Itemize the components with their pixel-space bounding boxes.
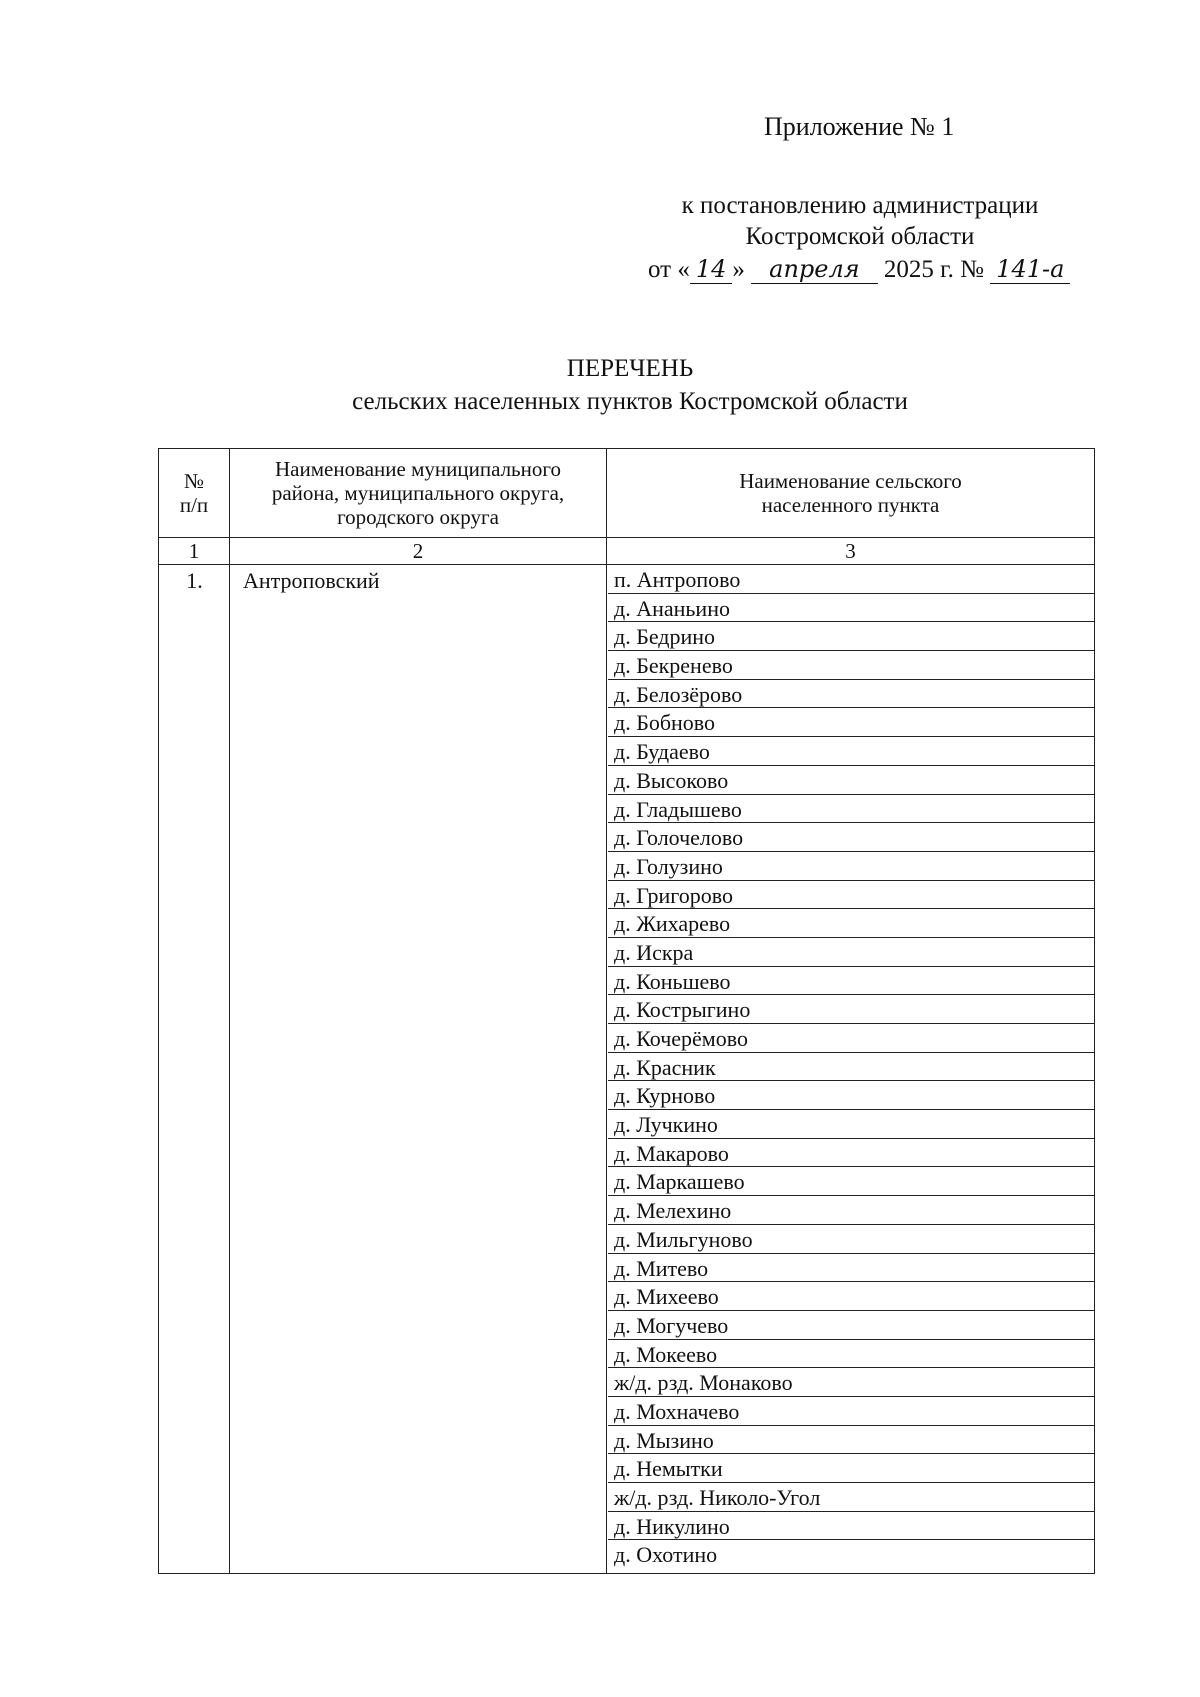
date-year: 2025 г. № (883, 256, 984, 283)
settlement-item: д. Макарово (608, 1139, 1094, 1168)
settlement-item: д. Кострыгино (608, 995, 1094, 1024)
settlement-item: ж/д. рзд. Николо-Угол (608, 1483, 1094, 1512)
header-district-text: Наименование муниципального района, муниципального округа, городского округа (271, 457, 565, 529)
settlement-item: д. Голузино (608, 852, 1094, 881)
header-cell-settlement (607, 449, 1094, 537)
header-settlement-text: Наименование сельского населенного пункта (739, 469, 962, 517)
settlement-item: д. Кочерёмово (608, 1024, 1094, 1053)
column-number-1: 1 (159, 538, 230, 564)
settlement-item: д. Немытки (608, 1454, 1094, 1483)
document-subtitle: сельских населенных пунктов Костромской области (352, 388, 908, 415)
handwritten-day: 14 (690, 255, 733, 284)
settlement-item: д. Искра (608, 938, 1094, 967)
settlement-list (608, 565, 1094, 1569)
row-district: Антроповский (243, 568, 380, 593)
settlement-item: д. Гладышево (608, 795, 1094, 824)
settlement-item: д. Митево (608, 1254, 1094, 1283)
settlement-item: д. Могучево (608, 1311, 1094, 1340)
resolution-date-line (648, 255, 1070, 284)
settlement-item: д. Бекренево (608, 651, 1094, 680)
settlements-table (158, 448, 1095, 1574)
header-cell-district (230, 449, 607, 537)
settlement-item: д. Лучкино (608, 1110, 1094, 1139)
settlement-item: д. Мызино (608, 1426, 1094, 1455)
settlement-item: д. Мохначево (608, 1397, 1094, 1426)
handwritten-month: апреля (751, 255, 878, 284)
settlement-item: д. Григорово (608, 881, 1094, 910)
handwritten-doc-number: 141-а (990, 255, 1070, 284)
header-number-text: № п/п (179, 469, 209, 517)
settlement-item: д. Мелехино (608, 1196, 1094, 1225)
settlement-item: д. Мильгуново (608, 1225, 1094, 1254)
settlement-item: д. Белозёрово (608, 680, 1094, 709)
date-mid: » (732, 256, 745, 283)
settlement-item: д. Бедрино (608, 622, 1094, 651)
header-cell-number (159, 449, 230, 537)
settlement-item: д. Бобново (608, 708, 1094, 737)
document-title: ПЕРЕЧЕНЬ (566, 355, 694, 382)
column-number-2: 2 (230, 538, 607, 564)
settlement-item: д. Ананьино (608, 594, 1094, 623)
settlement-item: д. Охотино (614, 1542, 718, 1568)
column-divider (606, 565, 607, 1573)
resolution-reference (600, 190, 1120, 252)
settlement-item: д. Никулино (608, 1512, 1094, 1541)
settlement-item: д. Коньшево (608, 967, 1094, 996)
date-prefix: от « (648, 256, 690, 283)
settlement-item: п. Антропово (608, 565, 1094, 594)
column-number-3: 3 (845, 539, 856, 563)
settlement-item: д. Жихарево (608, 909, 1094, 938)
row-number: 1. (186, 568, 203, 593)
settlement-item: д. Будаево (608, 737, 1094, 766)
resolution-line-1: к постановлению администрации (681, 192, 1039, 219)
resolution-line-2: Костромской области (745, 223, 975, 250)
settlement-item: д. Мокеево (608, 1340, 1094, 1369)
column-number-row (159, 537, 1094, 565)
settlement-item: д. Красник (608, 1053, 1094, 1082)
settlement-item: д. Михеево (608, 1282, 1094, 1311)
settlement-item: д. Высоково (608, 766, 1094, 795)
column-divider (229, 565, 230, 1573)
settlement-item: ж/д. рзд. Монаково (608, 1368, 1094, 1397)
settlement-item: д. Голочелово (608, 823, 1094, 852)
settlement-item: д. Маркашево (608, 1167, 1094, 1196)
annex-label: Приложение № 1 (764, 112, 955, 141)
settlement-item: д. Курново (608, 1081, 1094, 1110)
